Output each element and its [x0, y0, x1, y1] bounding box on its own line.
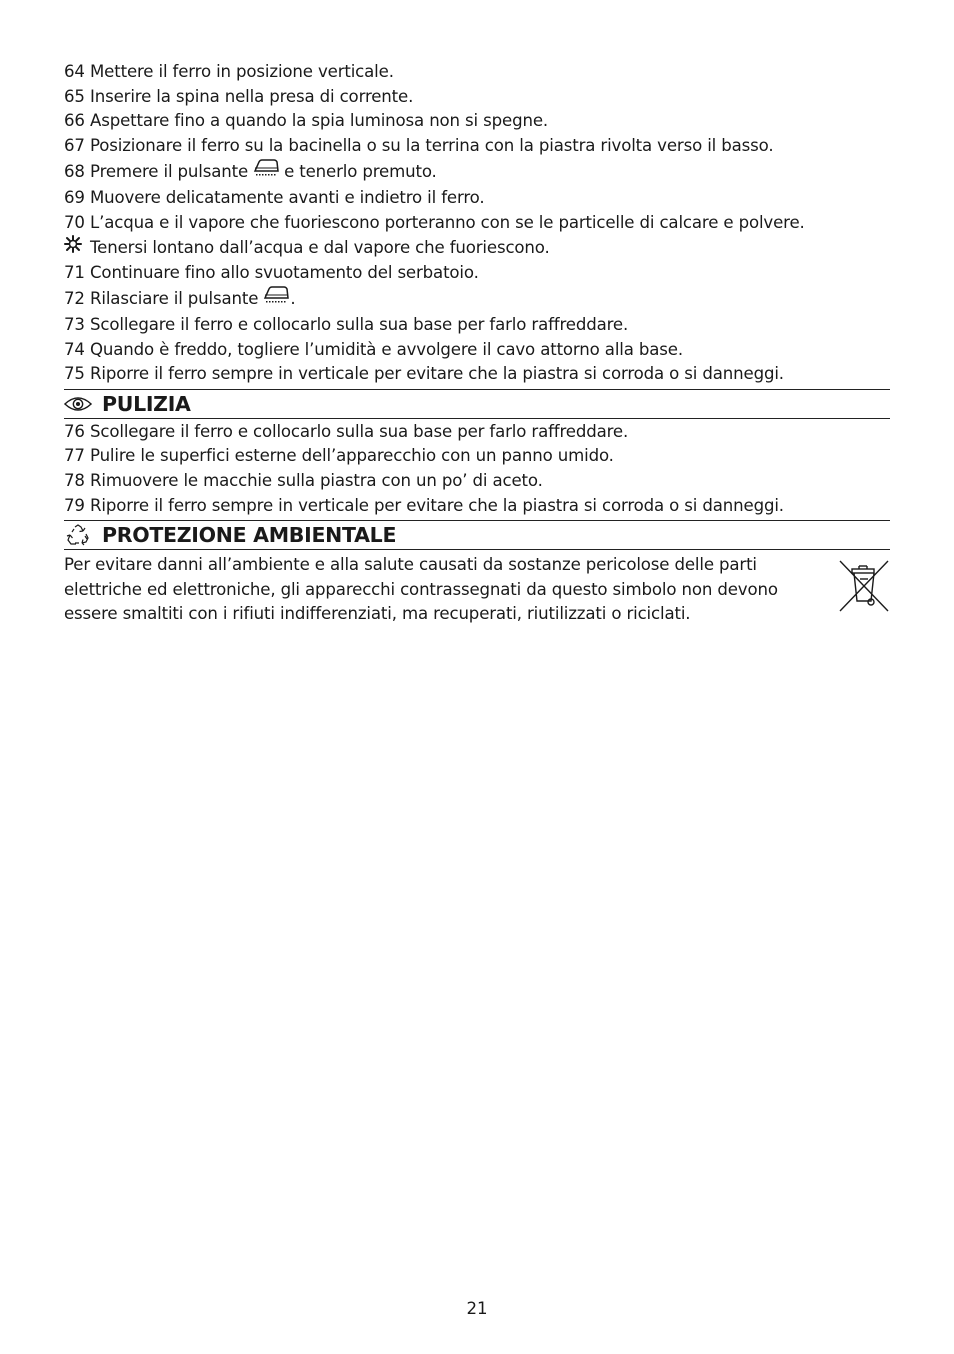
- step-number: 72: [64, 288, 85, 308]
- environment-paragraph: Per evitare danni all’ambiente e alla salute causati da sostanze pericolose delle parti elettriche ed elettroniche, gli apparecchi contrassegnati da questo simbolo non devono essere smaltiti con i rifiuti indifferenziati, ma recuperati, riutilizzati o riciclati.: [64, 555, 778, 624]
- recycle-icon: [64, 524, 92, 546]
- step-text: Continuare fino allo svuotamento del serbatoio.: [90, 262, 479, 282]
- section-title: PULIZIA: [102, 391, 191, 416]
- cleaning-steps-list: [64, 420, 890, 518]
- section-title: PROTEZIONE AMBIENTALE: [102, 523, 397, 548]
- step-number: 77: [64, 446, 85, 466]
- section-header-environment: [64, 520, 890, 550]
- step-text: Muovere delicatamente avanti e indietro il ferro.: [90, 187, 485, 207]
- list-item: [64, 134, 890, 159]
- list-item: [64, 109, 890, 134]
- step-number: 66: [64, 111, 85, 131]
- step-text: Riporre il ferro sempre in verticale per evitare che la piastra si corroda o si danneggi.: [90, 495, 784, 515]
- step-text: Rilasciare il pulsante: [90, 288, 259, 308]
- list-item: [64, 362, 890, 387]
- step-number: 79: [64, 495, 85, 515]
- steps-list: [64, 60, 890, 387]
- step-text: Riporre il ferro sempre in verticale per evitare che la piastra si corroda o si danneggi.: [90, 364, 784, 384]
- step-number: 73: [64, 314, 85, 334]
- list-item: [64, 285, 890, 313]
- list-item: [64, 186, 890, 211]
- step-text: Inserire la spina nella presa di corrente.: [90, 86, 414, 106]
- list-item: [64, 313, 890, 338]
- environment-body: [64, 553, 890, 627]
- steam-burst-icon: [262, 285, 290, 313]
- step-number: 64: [64, 62, 85, 81]
- step-number: 78: [64, 470, 85, 490]
- step-number: 68: [64, 161, 85, 181]
- list-item: [64, 158, 890, 186]
- step-text-after: e tenerlo premuto.: [284, 161, 437, 181]
- step-text: Scollegare il ferro e collocarlo sulla sua base per farlo raffreddare.: [90, 421, 629, 441]
- step-text: Mettere il ferro in posizione verticale.: [90, 62, 394, 81]
- eye-icon: [64, 395, 92, 413]
- list-item: [64, 469, 890, 494]
- list-item: [64, 444, 890, 469]
- step-text: L’acqua e il vapore che fuoriescono porteranno con se le particelle di calcare e polvere.: [90, 212, 805, 232]
- step-number: 65: [64, 86, 85, 106]
- page-number: 21: [466, 1299, 488, 1318]
- step-text-after: .: [290, 288, 296, 308]
- step-number: 74: [64, 339, 85, 359]
- list-item: [64, 261, 890, 286]
- list-item: [64, 85, 890, 110]
- step-number: 70: [64, 212, 85, 232]
- step-text: Aspettare fino a quando la spia luminosa non si spegne.: [90, 111, 549, 131]
- list-item: [64, 420, 890, 445]
- warning-item: [64, 235, 890, 261]
- step-number: 67: [64, 135, 85, 155]
- step-text: Scollegare il ferro e collocarlo sulla sua base per farlo raffreddare.: [90, 314, 629, 334]
- page-content: [64, 60, 890, 627]
- step-text: Quando è freddo, togliere l’umidità e avvolgere il cavo attorno alla base.: [90, 339, 683, 359]
- step-number: 69: [64, 187, 85, 207]
- list-item: [64, 60, 890, 85]
- warning-text: Tenersi lontano dall’acqua e dal vapore che fuoriescono.: [90, 237, 550, 257]
- list-item: [64, 338, 890, 363]
- section-header-cleaning: [64, 389, 890, 419]
- step-number: 76: [64, 421, 85, 441]
- list-item: [64, 494, 890, 519]
- step-text: Pulire le superfici esterne dell’apparecchio con un panno umido.: [90, 446, 614, 466]
- step-text: Premere il pulsante: [90, 161, 249, 181]
- steam-burst-icon: [252, 158, 280, 186]
- step-text: Rimuovere le macchie sulla piastra con un po’ di aceto.: [90, 470, 543, 490]
- step-number: 75: [64, 364, 85, 384]
- list-item: [64, 211, 890, 236]
- step-text: Posizionare il ferro su la bacinella o su la terrina con la piastra rivolta verso il basso.: [90, 135, 774, 155]
- step-number: 71: [64, 262, 85, 282]
- crossed-out-bin-icon: [838, 559, 890, 627]
- warning-burst-icon: [64, 235, 90, 261]
